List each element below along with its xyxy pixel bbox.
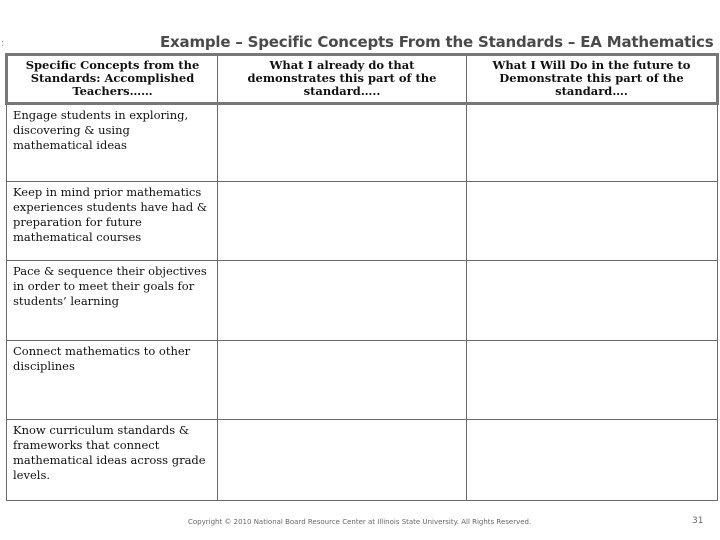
page-number: 31 [692, 516, 704, 526]
standards-table [5, 53, 719, 501]
concept-cell: Connect mathematics to other disciplines [7, 341, 218, 420]
already-do-cell[interactable] [218, 420, 467, 501]
header-specific-concepts: Specific Concepts from the Standards: Accomplished Teachers…… [7, 55, 218, 104]
table-row [7, 261, 718, 341]
table-row [7, 420, 718, 501]
concept-cell: Know curriculum standards & frameworks that connect mathematical ideas across grade levels. [7, 420, 218, 501]
table-row [7, 104, 718, 182]
page-title: Example – Specific Concepts From the Standards – EA Mathematics [160, 33, 714, 51]
concept-cell: Engage students in exploring, discovering & using mathematical ideas [7, 104, 218, 182]
concept-cell: Pace & sequence their objectives in order to meet their goals for students’ learning [7, 261, 218, 341]
table-row [7, 182, 718, 261]
concept-cell: Keep in mind prior mathematics experiences students have had & preparation for future mathematical courses [7, 182, 218, 261]
will-do-cell[interactable] [467, 341, 718, 420]
header-already-do: What I already do that demonstrates this part of the standard….. [218, 55, 467, 104]
will-do-cell[interactable] [467, 104, 718, 182]
copyright-footer: Copyright © 2010 National Board Resource Center at Illinois State University. All Rights Reserved. [188, 518, 532, 526]
will-do-cell[interactable] [467, 182, 718, 261]
will-do-cell[interactable] [467, 261, 718, 341]
slide-edge-mark: : [1, 38, 5, 49]
will-do-cell[interactable] [467, 420, 718, 501]
already-do-cell[interactable] [218, 261, 467, 341]
header-will-do: What I Will Do in the future to Demonstrate this part of the standard…. [467, 55, 718, 104]
already-do-cell[interactable] [218, 104, 467, 182]
already-do-cell[interactable] [218, 182, 467, 261]
already-do-cell[interactable] [218, 341, 467, 420]
table-header-row [7, 55, 718, 104]
table-row [7, 341, 718, 420]
